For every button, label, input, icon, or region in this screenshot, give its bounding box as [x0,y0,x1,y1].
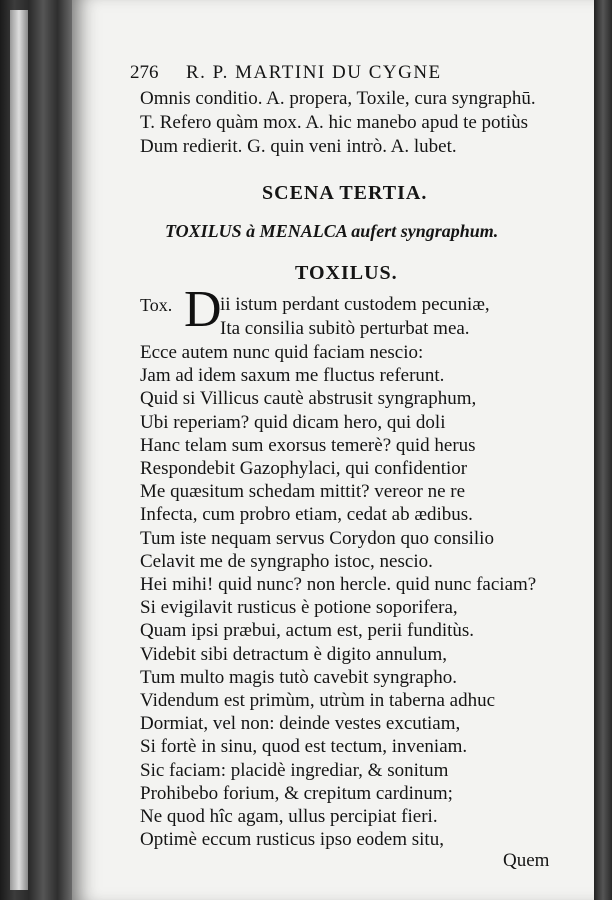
text-line: Infecta, cum probro etiam, cedat ab ædibus. [140,504,473,526]
drop-cap: D [184,281,222,338]
text-line: Respondebit Gazophylaci, qui confidentior [140,458,468,479]
text-line: Hei mihi! quid nunc? non hercle. quid nunc faciam? [140,574,537,595]
text-line: Dormiat, vel non: deinde vestes excutiam, [140,713,461,735]
text-line: Celavit me de syngrapho istoc, nescio. [140,550,433,572]
text-line: Dum redierit. G. quin veni intrò. A. lubet. [140,136,457,157]
text-line: Quam ipsi præbui, actum est, perii funditùs. [140,620,475,642]
catchword: Quem [503,850,550,871]
text-line: ii istum perdant custodem pecuniæ, [220,294,490,315]
text-line: Hanc telam sum exorsus temerè? quid herus [140,434,476,456]
text-line: Sic faciam: placidè ingrediar, & sonitum [140,759,449,781]
running-title: R. P. MARTINI DU CYGNE [186,62,442,83]
text-line: Ne quod hîc agam, ullus percipiat fieri. [140,806,438,827]
scene-subtitle: TOXILUS à MENALCA aufert syngraphum. [165,221,499,241]
speaker-tag: Tox. [140,295,173,315]
page-edge-shadow [594,0,612,900]
text-line: Me quæsitum schedam mittit? vereor ne re [140,481,466,503]
text-line: Ecce autem nunc quid faciam nescio: [140,342,424,363]
page-number: 276 [130,62,159,83]
text-line: Optimè eccum rusticus ipso eodem situ, [140,829,444,851]
text-line: Jam ad idem saxum me fluctus referunt. [140,365,445,387]
text-line: Tum multo magis tutò cavebit syngrapho. [140,666,458,688]
text-line: Si fortè in sinu, quod est tectum, inveniam. [140,736,468,758]
text-line: Tum iste nequam servus Corydon quo consilio [140,527,494,549]
text-line: Ubi reperiam? quid dicam hero, qui doli [140,411,446,433]
text-line: Prohibebo forium, & crepitum cardinum; [140,782,453,804]
text-line: Si evigilavit rusticus è potione soporifera, [140,597,458,619]
binding-strip [10,10,28,890]
speaker-heading: TOXILUS. [295,262,398,284]
text-line: Videndum est primùm, utrùm in taberna adhuc [140,690,496,711]
text-line: T. Refero quàm mox. A. hic manebo apud te potiùs [140,112,529,133]
text-line: Quid si Villicus cautè abstrusit syngraphum, [140,388,477,410]
text-line: Videbit sibi detractum è digito annulum, [140,643,448,665]
scene-title: SCENA TERTIA. [262,182,428,204]
text-line: Omnis conditio. A. propera, Toxile, cura syngraphū. [140,88,536,109]
text-line: Ita consilia subitò perturbat mea. [220,318,470,339]
